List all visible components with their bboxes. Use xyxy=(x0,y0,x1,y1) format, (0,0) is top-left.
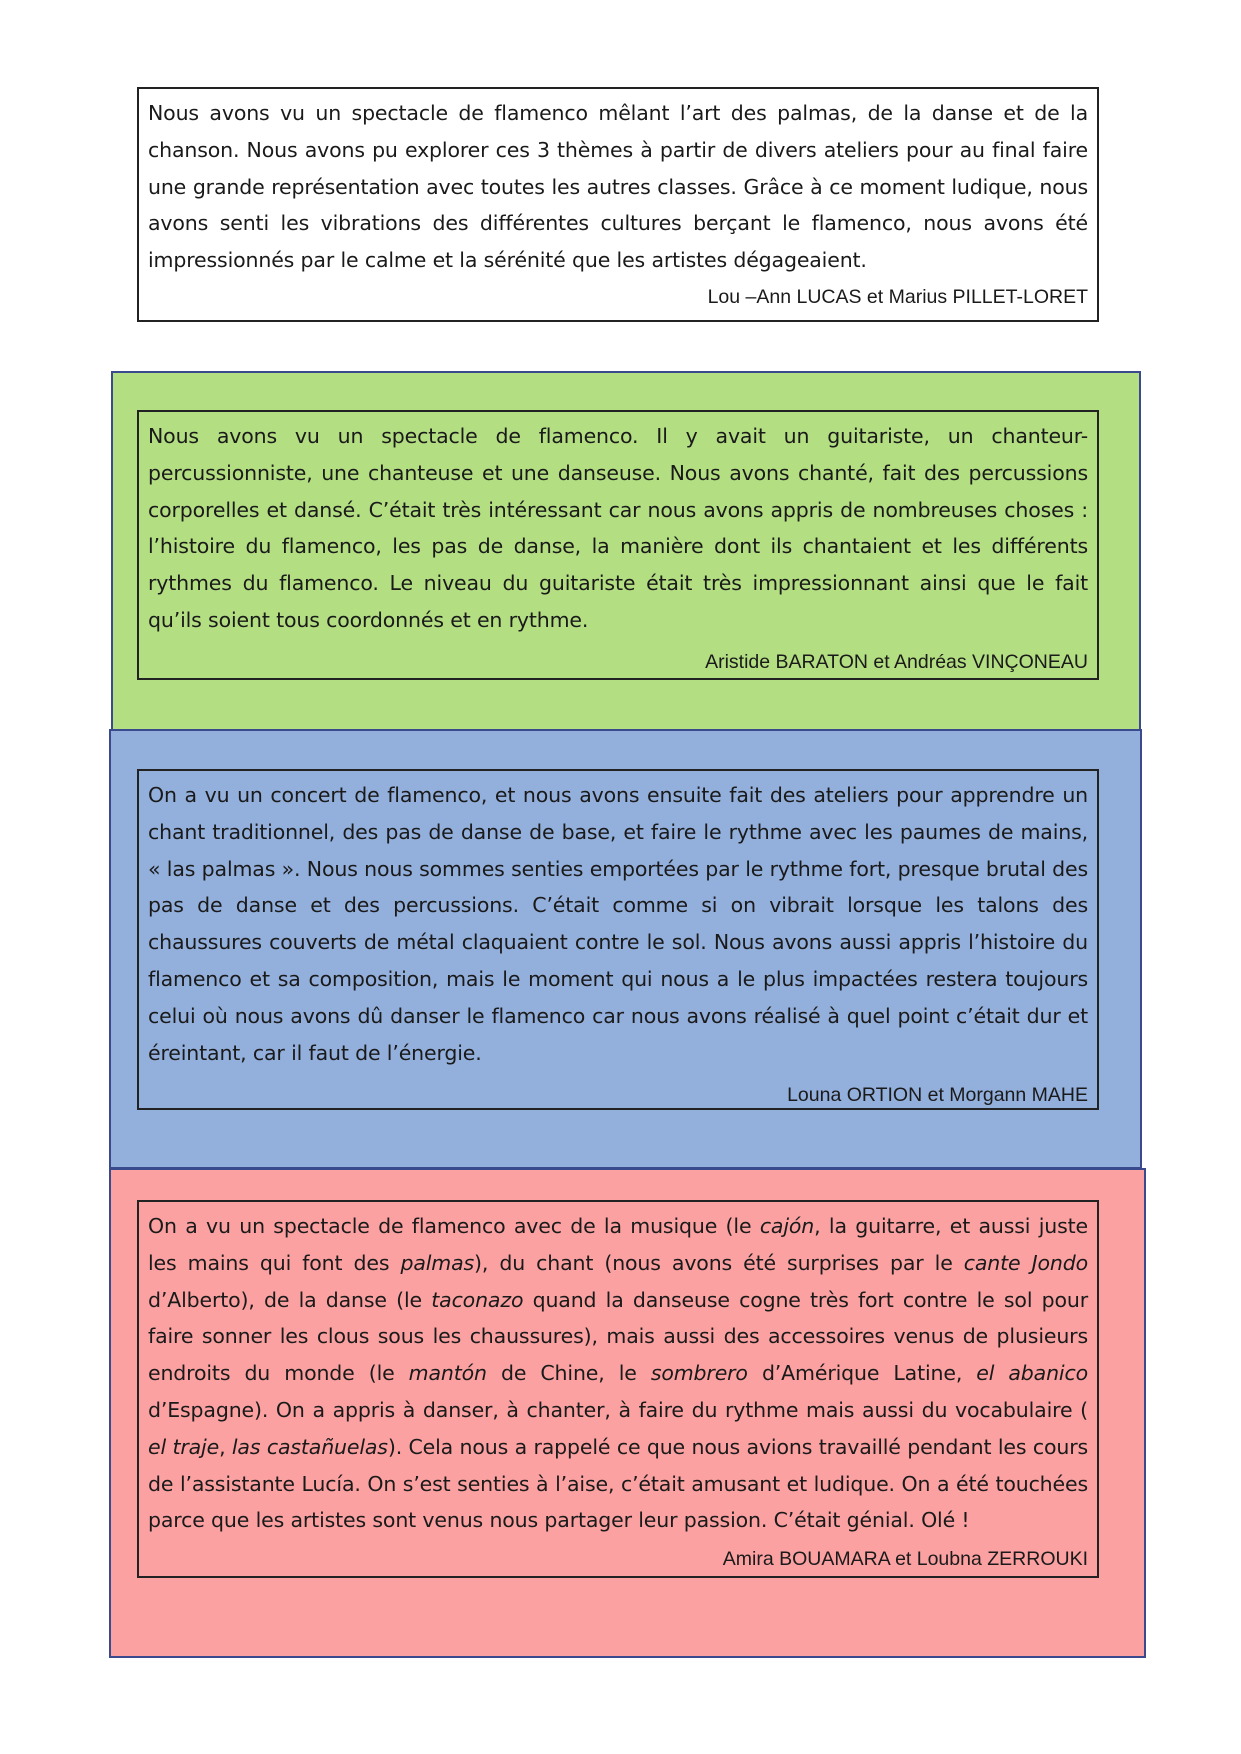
testimonial-box-3 xyxy=(137,769,1099,1110)
testimonial-box-2 xyxy=(137,410,1099,680)
testimonial-text-2: Nous avons vu un spectacle de flamenco. Il y avait un guitariste, un chanteur-percussionniste, une chanteuse et une danseuse. Nous avons chanté, fait des percussions corporelles et dansé. C’était très intéressant car nous avons appris de nombreuses choses : l’histoire du flamenco, les pas de danse, la manière dont ils chantaient et les différents rythmes du flamenco. Le niveau du guitariste était très impressionnant ainsi que le fait qu’ils soient tous coordonnés et en rythme. xyxy=(148,424,1088,632)
testimonial-author-3: Louna ORTION et Morgann MAHE xyxy=(787,1084,1088,1107)
testimonial-text-3: On a vu un concert de flamenco, et nous avons ensuite fait des ateliers pour apprendre un chant traditionnel, des pas de danse de base, et faire le rythme avec les paumes de mains, « las palmas ». Nous nous sommes senties emportées par le rythme fort, presque brutal des pas de danse et des percussions. C’était comme si on vibrait lorsque les talons des chaussures couverts de métal claquaient contre le sol. Nous avons aussi appris l’histoire du flamenco et sa composition, mais le moment qui nous a le plus impactées restera toujours celui où nous avons dû danser le flamenco car nous avons réalisé à quel point c’était dur et éreintant, car il faut de l’énergie. xyxy=(148,783,1088,1065)
testimonial-text-1: Nous avons vu un spectacle de flamenco mêlant l’art des palmas, de la danse et de la chanson. Nous avons pu explorer ces 3 thèmes à partir de divers ateliers pour au final faire une grande représentation avec toutes les autres classes. Grâce à ce moment ludique, nous avons senti les vibrations des différentes cultures berçant le flamenco, nous avons été impressionnés par le calme et la sérénité que les artistes dégageaient. xyxy=(148,101,1088,273)
testimonial-box-1 xyxy=(137,87,1099,322)
testimonial-box-4 xyxy=(137,1200,1099,1578)
testimonial-author-2: Aristide BARATON et Andréas VINÇONEAU xyxy=(705,650,1088,673)
testimonial-author-1: Lou –Ann LUCAS et Marius PILLET-LORET xyxy=(707,285,1088,308)
testimonial-author-4: Amira BOUAMARA et Loubna ZERROUKI xyxy=(722,1548,1088,1571)
testimonial-text-4: On a vu un spectacle de flamenco avec de la musique (le cajón, la guitarre, et aussi juste les mains qui font des palmas), du chant (nous avons été surprises par le cante Jondo d’Alberto), de la danse (le taconazo quand la danseuse cogne très fort contre le sol pour faire sonner les clous sous les chaussures), mais aussi des accessoires venus de plusieurs endroits du monde (le mantón de Chine, le sombrero d’Amérique Latine, el abanico d’Espagne). On a appris à danser, à chanter, à faire du rythme mais aussi du vocabulaire ( el traje, las castañuelas). Cela nous a rappelé ce que nous avions travaillé pendant les cours de l’assistante Lucía. On s’est senties à l’aise, c’était amusant et ludique. On a été touchées parce que les artistes sont venus nous partager leur passion. C’était génial. Olé ! xyxy=(148,1214,1089,1533)
